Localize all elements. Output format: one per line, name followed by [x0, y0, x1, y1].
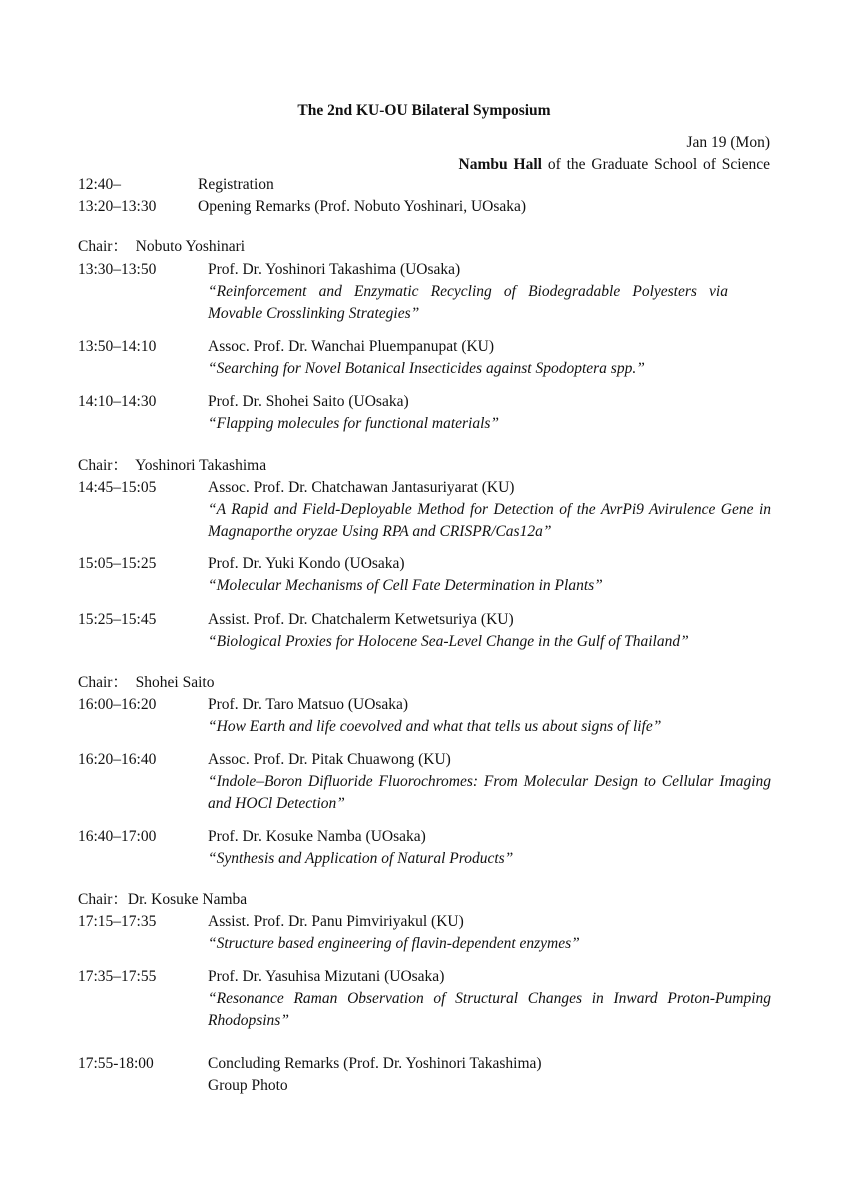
- talk-title: “Molecular Mechanisms of Cell Fate Determination in Plants”: [208, 577, 603, 594]
- registration-time: 12:40–: [78, 176, 122, 193]
- talk-speaker: Prof. Dr. Yoshinori Takashima (UOsaka): [208, 261, 461, 278]
- talk-time: 14:45–15:05: [78, 479, 157, 496]
- talk-entry: [208, 609, 771, 653]
- talk-time: 17:35–17:55: [78, 968, 157, 985]
- talk-speaker: Assoc. Prof. Dr. Wanchai Pluempanupat (KU): [208, 338, 495, 355]
- talk-speaker: Assist. Prof. Dr. Chatchalerm Ketwetsuriya (KU): [208, 611, 514, 628]
- talk-time: 15:05–15:25: [78, 555, 157, 572]
- talk-time: 16:40–17:00: [78, 828, 157, 845]
- session-chair: Chair： Shohei Saito: [78, 674, 215, 691]
- talk-entry: [208, 336, 771, 380]
- venue-detail: of the Graduate School of Science: [541, 156, 770, 173]
- talk-title: “Indole–Boron Difluoride Fluorochromes: From Molecular Design to Cellular Imaging and HOCl Detection”: [208, 773, 771, 812]
- session-chair: Chair：Dr. Kosuke Namba: [78, 891, 248, 908]
- talk-entry: [208, 391, 771, 435]
- talk-speaker: Assist. Prof. Dr. Panu Pimviriyakul (KU): [208, 913, 464, 930]
- talk-time: 13:50–14:10: [78, 338, 157, 355]
- talk-time: 17:15–17:35: [78, 913, 157, 930]
- talk-entry: [208, 749, 771, 815]
- talk-entry: [208, 477, 771, 543]
- talk-title: “Synthesis and Application of Natural Products”: [208, 850, 514, 867]
- closing-time: 17:55-18:00: [78, 1055, 154, 1072]
- talk-title: “Reinforcement and Enzymatic Recycling of Biodegradable Polyesters via Movable Crosslinking Strategies”: [208, 283, 728, 322]
- opening-remarks-label: Opening Remarks (Prof. Nobuto Yoshinari, UOsaka): [198, 198, 527, 215]
- venue-name: Nambu Hall: [458, 156, 542, 173]
- talk-time: 15:25–15:45: [78, 611, 157, 628]
- document-title: The 2nd KU-OU Bilateral Symposium: [297, 102, 551, 119]
- talk-time: 13:30–13:50: [78, 261, 157, 278]
- event-venue: [459, 154, 770, 176]
- talk-title: “Biological Proxies for Holocene Sea-Level Change in the Gulf of Thailand”: [208, 633, 689, 650]
- talk-speaker: Prof. Dr. Yasuhisa Mizutani (UOsaka): [208, 968, 445, 985]
- closing-entry: [208, 1053, 771, 1097]
- talk-entry: [208, 826, 771, 870]
- talk-speaker: Prof. Dr. Taro Matsuo (UOsaka): [208, 696, 409, 713]
- talk-time: 14:10–14:30: [78, 393, 157, 410]
- session-chair: Chair： Nobuto Yoshinari: [78, 238, 246, 255]
- talk-entry: [208, 911, 771, 955]
- talk-speaker: Prof. Dr. Shohei Saito (UOsaka): [208, 393, 409, 410]
- session-chair: Chair： Yoshinori Takashima: [78, 457, 267, 474]
- talk-entry: [208, 694, 771, 738]
- event-date: Jan 19 (Mon): [686, 134, 770, 151]
- talk-title: “Structure based engineering of flavin-dependent enzymes”: [208, 935, 580, 952]
- talk-title: “Searching for Novel Botanical Insecticides against Spodoptera spp.”: [208, 360, 645, 377]
- opening-remarks-time: 13:20–13:30: [78, 198, 157, 215]
- closing-remarks-label: Concluding Remarks (Prof. Dr. Yoshinori Takashima): [208, 1055, 542, 1072]
- registration-label: Registration: [198, 176, 274, 193]
- talk-time: 16:20–16:40: [78, 751, 157, 768]
- talk-speaker: Assoc. Prof. Dr. Chatchawan Jantasuriyarat (KU): [208, 479, 515, 496]
- talk-time: 16:00–16:20: [78, 696, 157, 713]
- talk-title: “Resonance Raman Observation of Structural Changes in Inward Proton-Pumping Rhodopsins”: [208, 990, 771, 1029]
- talk-entry: [208, 553, 771, 597]
- talk-speaker: Prof. Dr. Yuki Kondo (UOsaka): [208, 555, 405, 572]
- talk-speaker: Prof. Dr. Kosuke Namba (UOsaka): [208, 828, 426, 845]
- talk-entry: [208, 259, 771, 325]
- talk-title: “A Rapid and Field-Deployable Method for Detection of the AvrPi9 Avirulence Gene in Magnaporthe oryzae Using RPA and CRISPR/Cas12a”: [208, 501, 771, 540]
- talk-entry: [208, 966, 771, 1032]
- group-photo-label: Group Photo: [208, 1077, 288, 1094]
- talk-title: “How Earth and life coevolved and what that tells us about signs of life”: [208, 718, 662, 735]
- talk-title: “Flapping molecules for functional materials”: [208, 415, 500, 432]
- talk-speaker: Assoc. Prof. Dr. Pitak Chuawong (KU): [208, 751, 451, 768]
